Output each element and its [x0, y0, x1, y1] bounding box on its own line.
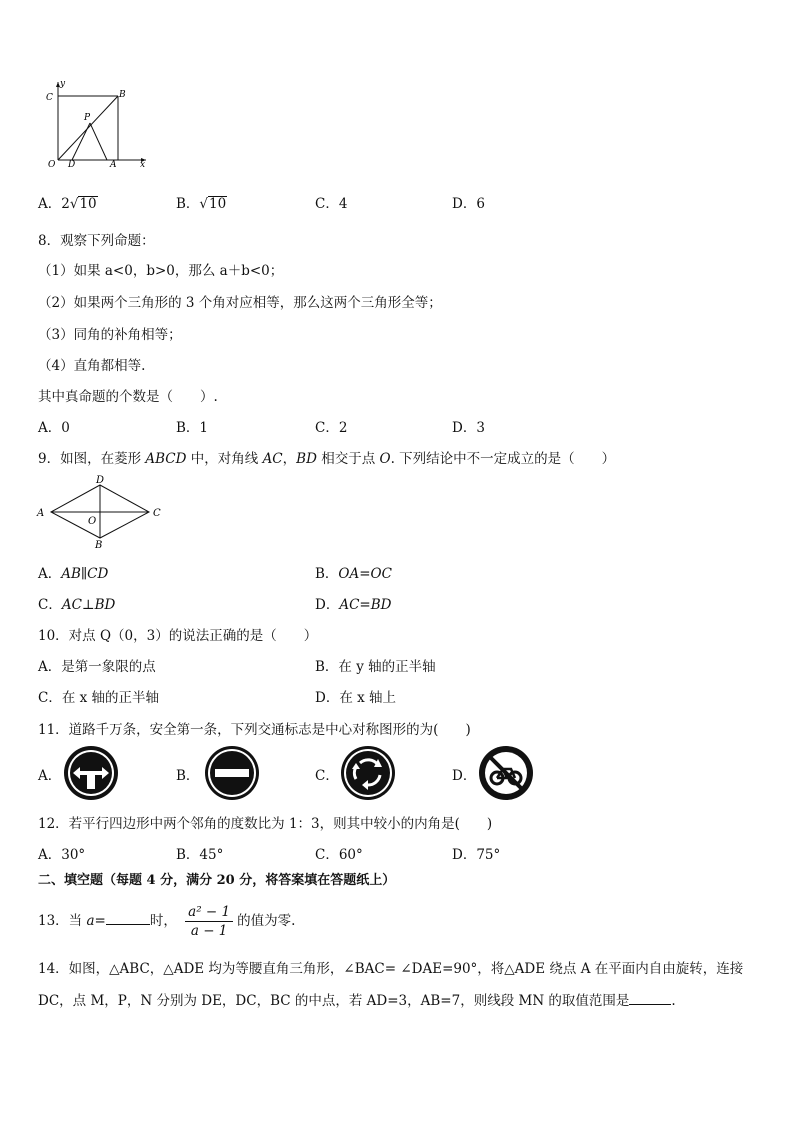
q14-answer-blank[interactable]	[629, 990, 671, 1005]
q7-option-d: D．6	[452, 196, 485, 212]
q9-option-c-expr: AC⊥BD	[61, 597, 116, 613]
q11-option-c-letter: C．	[315, 768, 339, 784]
q13-suffix: 的值为零.	[237, 913, 296, 929]
label-a: A	[110, 160, 117, 170]
q12-option-d: D．75°	[452, 847, 501, 863]
q9-stem-part: . 下列结论中不一定成立的是（ ）	[390, 451, 616, 467]
q9-option-d-expr: AC=BD	[339, 597, 392, 613]
q7-option-b-radicand: 10	[209, 196, 227, 212]
q8-item-2: （2）如果两个三角形的 3 个角对应相等，那么这两个三角形全等；	[38, 295, 442, 311]
label-b: B	[119, 90, 126, 100]
no-bicycles-sign-icon	[478, 745, 534, 801]
q13-fraction	[185, 903, 233, 940]
q13-prefix: 13．当	[38, 913, 87, 929]
q10-option-a: A．是第一象限的点	[38, 659, 156, 675]
q14-line-1: 14．如图，△ABC，△ADE 均为等腰直角三角形，∠BAC= ∠DAE=90°，将△ADE 绕点 A 在平面内自由旋转，连接	[38, 961, 744, 977]
label-c: C	[153, 508, 161, 519]
q8-option-a: A．0	[38, 420, 70, 436]
q8-stem: 8．观察下列命题：	[38, 233, 155, 249]
q9-ac: AC	[262, 451, 283, 467]
label-a: A	[37, 508, 45, 519]
q11-option-b-letter: B．	[176, 768, 200, 784]
section-heading: 二、填空题（每题 4 分，满分 20 分，将答案填在答题纸上）	[38, 873, 396, 888]
q8-item-3: （3）同角的补角相等；	[38, 327, 182, 343]
q9-stem-part: 相交于点	[316, 451, 380, 467]
q12-option-b: B．45°	[176, 847, 224, 863]
q9-option-a	[38, 562, 108, 582]
label-o: O	[48, 160, 56, 170]
q8-option-b: B．1	[176, 420, 209, 436]
q7-option-c: C．4	[315, 196, 348, 212]
q13-line	[38, 903, 295, 940]
label-d: D	[96, 475, 105, 486]
q9-option-d-letter: D．	[315, 597, 340, 613]
q9-option-d	[315, 593, 391, 613]
q8-item-4: （4）直角都相等.	[38, 358, 146, 374]
q9-option-b	[315, 562, 392, 582]
q9-abcd: ABCD	[145, 451, 187, 467]
q9-option-a-expr: AB∥CD	[61, 566, 109, 582]
label-p: P	[84, 113, 91, 123]
q8-item-1: （1）如果 a<0，b>0，那么 a＋b<0；	[38, 263, 284, 279]
q13-answer-blank[interactable]	[106, 910, 150, 925]
q9-stem-part: ，	[282, 451, 297, 467]
q10-option-b: B．在 y 轴的正半轴	[315, 659, 436, 675]
q9-option-a-letter: A．	[38, 566, 62, 582]
q13-denominator: a − 1	[190, 923, 228, 939]
label-o: O	[88, 516, 97, 527]
q9-stem-part: 9．如图，在菱形	[38, 451, 146, 467]
roundabout-sign-icon	[340, 745, 396, 801]
q7-figure	[38, 74, 158, 174]
q7-option-b	[176, 192, 227, 212]
q12-option-a: A．30°	[38, 847, 86, 863]
q13-variable: a	[86, 913, 95, 929]
q11-option-d-letter: D．	[452, 768, 477, 784]
q11-stem: 11．道路千万条，安全第一条，下列交通标志是中心对称图形的为( )	[38, 722, 471, 738]
label-c: C	[46, 93, 53, 103]
q7-option-b-label: B．	[176, 196, 200, 212]
q8-question: 其中真命题的个数是（ ）.	[38, 389, 218, 405]
q9-stem	[38, 447, 615, 467]
q9-bd: BD	[296, 451, 317, 467]
no-entry-sign-icon	[204, 745, 260, 801]
q12-stem: 12．若平行四边形中两个邻角的度数比为 1：3，则其中较小的内角是( )	[38, 816, 493, 832]
q12-option-c: C．60°	[315, 847, 363, 863]
q10-option-c: C．在 x 轴的正半轴	[38, 690, 160, 706]
q7-option-a-radicand: 10	[79, 196, 97, 212]
q8-option-d: D．3	[452, 420, 485, 436]
q10-stem: 10．对点 Q（0，3）的说法正确的是（ ）	[38, 628, 318, 644]
q8-option-c: C．2	[315, 420, 348, 436]
turn-left-right-sign-icon	[63, 745, 119, 801]
q13-numerator: a² − 1	[185, 903, 233, 922]
q7-option-a-label: A．2	[38, 196, 70, 212]
q14-end: .	[671, 993, 676, 1009]
q9-o: O	[379, 451, 391, 467]
q9-rhombus-figure	[34, 474, 166, 550]
q13-middle: 时，	[149, 913, 177, 929]
q9-option-c	[38, 593, 115, 613]
q14-line-2	[38, 989, 676, 1009]
label-b: B	[95, 540, 103, 550]
label-y: y	[60, 79, 66, 89]
q10-option-d: D．在 x 轴上	[315, 690, 397, 706]
sqrt-sign: √	[199, 196, 209, 212]
q9-stem-part: 中，对角线	[186, 451, 263, 467]
q9-option-c-letter: C．	[38, 597, 62, 613]
q9-option-b-letter: B．	[315, 566, 339, 582]
label-x: x	[140, 160, 146, 170]
q11-option-a-letter: A．	[38, 768, 62, 784]
label-d: D	[68, 160, 76, 170]
q9-option-b-expr: OA=OC	[338, 566, 392, 582]
q7-option-a	[38, 192, 98, 212]
q13-equals: =	[94, 913, 106, 929]
q14-line-2-text: DC，点 M，P，N 分别为 DE，DC，BC 的中点，若 AD=3，AB=7，则线段 MN 的取值范围是	[38, 993, 630, 1009]
sqrt-sign: √	[69, 196, 79, 212]
